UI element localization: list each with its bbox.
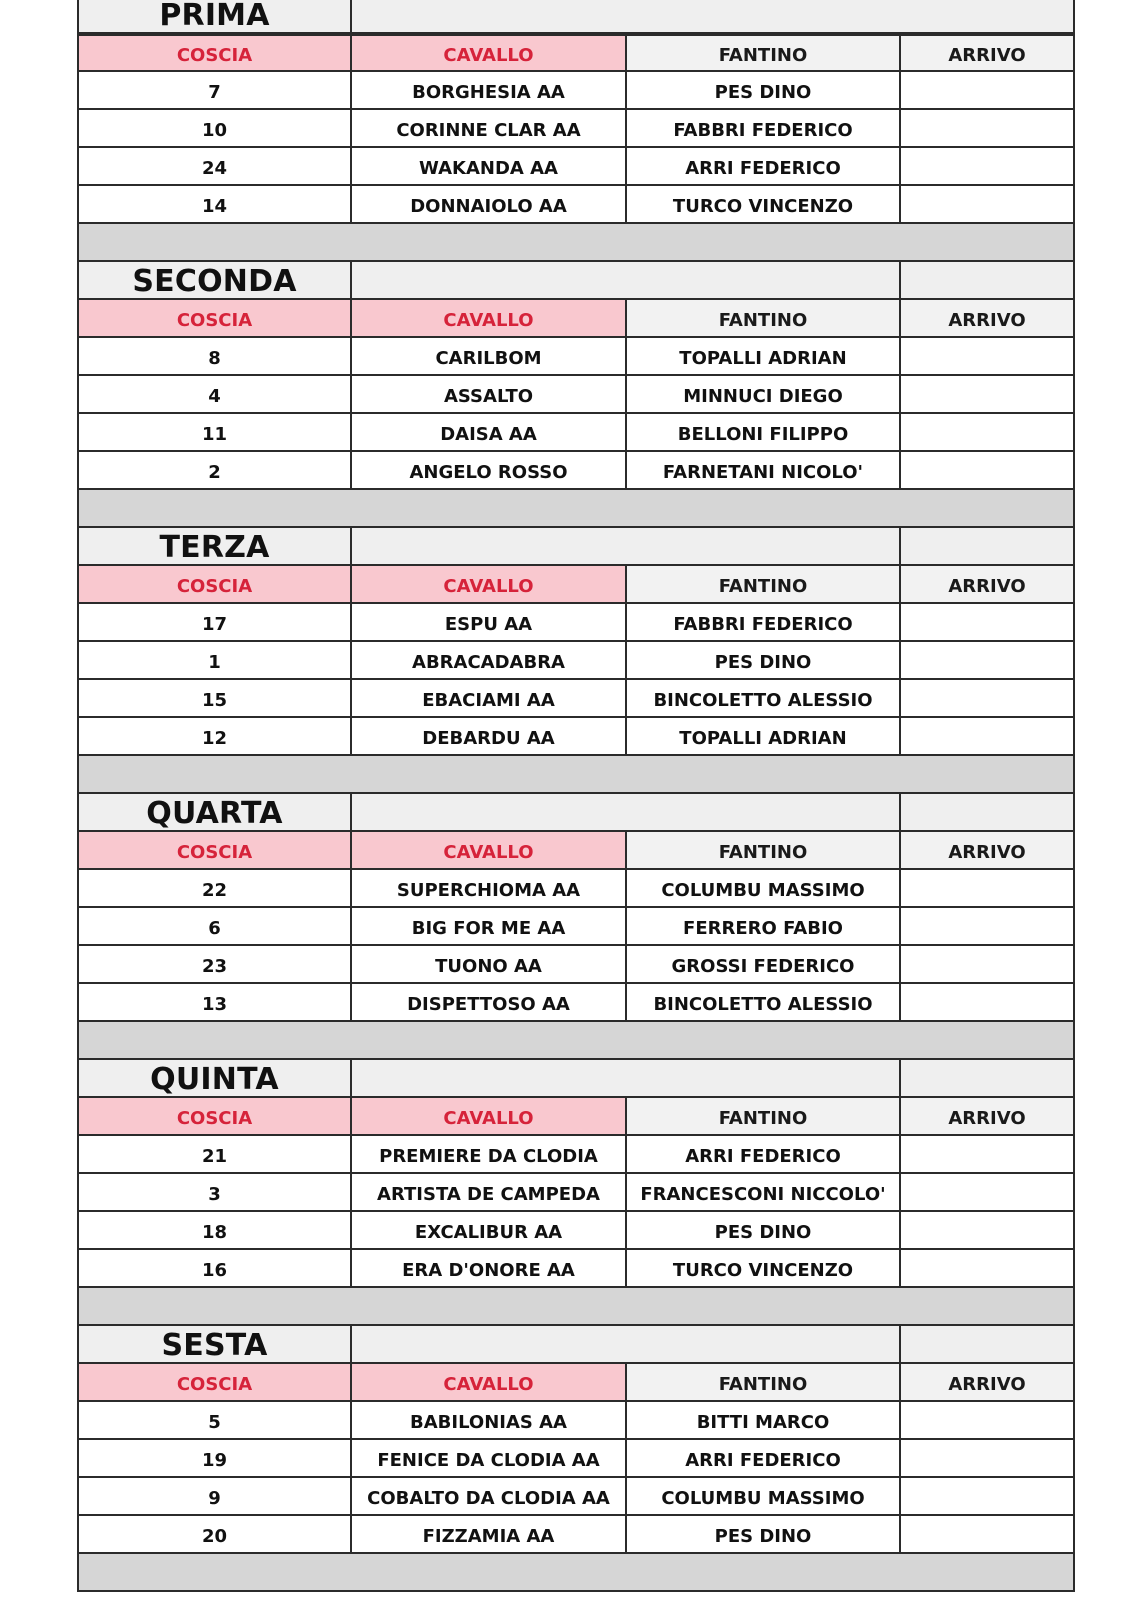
table-row	[77, 1174, 1075, 1212]
coscia-cell: 9	[77, 1478, 352, 1516]
cavallo-cell: DISPETTOSO AA	[352, 984, 627, 1022]
table-row	[77, 376, 1075, 414]
fantino-cell: FABBRI FEDERICO	[627, 110, 901, 148]
fantino-cell: COLUMBU MASSIMO	[627, 870, 901, 908]
arrivo-cell	[901, 870, 1075, 908]
cavallo-cell: TUONO AA	[352, 946, 627, 984]
table-row	[77, 1440, 1075, 1478]
fantino-cell: COLUMBU MASSIMO	[627, 1478, 901, 1516]
separator-cell	[77, 756, 1075, 794]
header-coscia: COSCIA	[77, 300, 352, 338]
table-row	[77, 110, 1075, 148]
header-fantino: FANTINO	[627, 34, 901, 72]
coscia-cell: 6	[77, 908, 352, 946]
fantino-cell: GROSSI FEDERICO	[627, 946, 901, 984]
fantino-cell: MINNUCI DIEGO	[627, 376, 901, 414]
fantino-cell: PES DINO	[627, 72, 901, 110]
table-row	[77, 338, 1075, 376]
arrivo-cell	[901, 1212, 1075, 1250]
table-row	[77, 984, 1075, 1022]
arrivo-cell	[901, 1250, 1075, 1288]
fantino-cell: TURCO VINCENZO	[627, 1250, 901, 1288]
header-arrivo: ARRIVO	[901, 1098, 1075, 1136]
race-title-row	[77, 1060, 1075, 1098]
cavallo-cell: WAKANDA AA	[352, 148, 627, 186]
table-row	[77, 604, 1075, 642]
title-filler-cell	[901, 1326, 1075, 1364]
race-title-row	[77, 794, 1075, 832]
separator-cell	[77, 1554, 1075, 1592]
race-block	[77, 0, 1075, 262]
coscia-cell: 16	[77, 1250, 352, 1288]
separator-row	[77, 756, 1075, 794]
separator-row	[77, 490, 1075, 528]
fantino-cell: ARRI FEDERICO	[627, 148, 901, 186]
coscia-cell: 21	[77, 1136, 352, 1174]
cavallo-cell: DAISA AA	[352, 414, 627, 452]
arrivo-cell	[901, 984, 1075, 1022]
table-row	[77, 1136, 1075, 1174]
cavallo-cell: ESPU AA	[352, 604, 627, 642]
table-row	[77, 414, 1075, 452]
race-title: TERZA	[77, 528, 352, 566]
coscia-cell: 17	[77, 604, 352, 642]
table-row	[77, 1478, 1075, 1516]
table-row	[77, 72, 1075, 110]
title-filler-cell	[901, 1060, 1075, 1098]
fantino-cell: TOPALLI ADRIAN	[627, 338, 901, 376]
fantino-cell: BINCOLETTO ALESSIO	[627, 680, 901, 718]
arrivo-cell	[901, 186, 1075, 224]
race-title: QUINTA	[77, 1060, 352, 1098]
fantino-cell: ARRI FEDERICO	[627, 1440, 901, 1478]
header-row	[77, 1098, 1075, 1136]
arrivo-cell	[901, 680, 1075, 718]
table-row	[77, 680, 1075, 718]
cavallo-cell: BORGHESIA AA	[352, 72, 627, 110]
race-block	[77, 1060, 1075, 1326]
header-coscia: COSCIA	[77, 566, 352, 604]
separator-row	[77, 224, 1075, 262]
header-coscia: COSCIA	[77, 34, 352, 72]
race-title: SESTA	[77, 1326, 352, 1364]
coscia-cell: 12	[77, 718, 352, 756]
arrivo-cell	[901, 718, 1075, 756]
coscia-cell: 23	[77, 946, 352, 984]
table-row	[77, 946, 1075, 984]
header-arrivo: ARRIVO	[901, 34, 1075, 72]
cavallo-cell: BIG FOR ME AA	[352, 908, 627, 946]
fantino-cell: TURCO VINCENZO	[627, 186, 901, 224]
arrivo-cell	[901, 148, 1075, 186]
header-cavallo: CAVALLO	[352, 566, 627, 604]
coscia-cell: 4	[77, 376, 352, 414]
header-fantino: FANTINO	[627, 566, 901, 604]
coscia-cell: 14	[77, 186, 352, 224]
arrivo-cell	[901, 946, 1075, 984]
table-row	[77, 1516, 1075, 1554]
arrivo-cell	[901, 72, 1075, 110]
cavallo-cell: FIZZAMIA AA	[352, 1516, 627, 1554]
cavallo-cell: CORINNE CLAR AA	[352, 110, 627, 148]
title-filler-cell	[901, 528, 1075, 566]
separator-cell	[77, 224, 1075, 262]
arrivo-cell	[901, 1440, 1075, 1478]
header-arrivo: ARRIVO	[901, 832, 1075, 870]
fantino-cell: BITTI MARCO	[627, 1402, 901, 1440]
title-filler-cell	[352, 0, 1075, 34]
coscia-cell: 15	[77, 680, 352, 718]
coscia-cell: 2	[77, 452, 352, 490]
cavallo-cell: PREMIERE DA CLODIA	[352, 1136, 627, 1174]
arrivo-cell	[901, 414, 1075, 452]
header-cavallo: CAVALLO	[352, 832, 627, 870]
fantino-cell: TOPALLI ADRIAN	[627, 718, 901, 756]
arrivo-cell	[901, 338, 1075, 376]
header-row	[77, 566, 1075, 604]
fantino-cell: PES DINO	[627, 1516, 901, 1554]
table-row	[77, 1250, 1075, 1288]
race-title: PRIMA	[77, 0, 352, 34]
race-sheet	[77, 0, 1075, 1592]
table-row	[77, 718, 1075, 756]
separator-cell	[77, 1022, 1075, 1060]
fantino-cell: PES DINO	[627, 1212, 901, 1250]
coscia-cell: 22	[77, 870, 352, 908]
header-fantino: FANTINO	[627, 300, 901, 338]
race-title-row	[77, 1326, 1075, 1364]
coscia-cell: 24	[77, 148, 352, 186]
header-row	[77, 1364, 1075, 1402]
coscia-cell: 10	[77, 110, 352, 148]
arrivo-cell	[901, 452, 1075, 490]
coscia-cell: 13	[77, 984, 352, 1022]
table-row	[77, 148, 1075, 186]
header-arrivo: ARRIVO	[901, 566, 1075, 604]
header-coscia: COSCIA	[77, 1098, 352, 1136]
cavallo-cell: ABRACADABRA	[352, 642, 627, 680]
race-block	[77, 794, 1075, 1060]
header-cavallo: CAVALLO	[352, 1364, 627, 1402]
fantino-cell: ARRI FEDERICO	[627, 1136, 901, 1174]
header-cavallo: CAVALLO	[352, 34, 627, 72]
title-filler-cell	[352, 1060, 901, 1098]
cavallo-cell: FENICE DA CLODIA AA	[352, 1440, 627, 1478]
cavallo-cell: ARTISTA DE CAMPEDA	[352, 1174, 627, 1212]
separator-row	[77, 1022, 1075, 1060]
arrivo-cell	[901, 1478, 1075, 1516]
arrivo-cell	[901, 1402, 1075, 1440]
title-filler-cell	[352, 262, 901, 300]
fantino-cell: FABBRI FEDERICO	[627, 604, 901, 642]
race-block	[77, 1326, 1075, 1592]
cavallo-cell: EXCALIBUR AA	[352, 1212, 627, 1250]
coscia-cell: 7	[77, 72, 352, 110]
header-coscia: COSCIA	[77, 832, 352, 870]
header-fantino: FANTINO	[627, 1098, 901, 1136]
header-arrivo: ARRIVO	[901, 300, 1075, 338]
cavallo-cell: BABILONIAS AA	[352, 1402, 627, 1440]
arrivo-cell	[901, 1516, 1075, 1554]
cavallo-cell: EBACIAMI AA	[352, 680, 627, 718]
race-title: SECONDA	[77, 262, 352, 300]
arrivo-cell	[901, 1174, 1075, 1212]
race-block	[77, 528, 1075, 794]
header-fantino: FANTINO	[627, 832, 901, 870]
cavallo-cell: ANGELO ROSSO	[352, 452, 627, 490]
separator-cell	[77, 490, 1075, 528]
header-row	[77, 300, 1075, 338]
table-row	[77, 642, 1075, 680]
table-row	[77, 870, 1075, 908]
title-filler-cell	[352, 1326, 901, 1364]
title-filler-cell	[901, 262, 1075, 300]
coscia-cell: 1	[77, 642, 352, 680]
header-row	[77, 34, 1075, 72]
coscia-cell: 18	[77, 1212, 352, 1250]
title-filler-cell	[352, 528, 901, 566]
coscia-cell: 3	[77, 1174, 352, 1212]
coscia-cell: 20	[77, 1516, 352, 1554]
title-filler-cell	[352, 794, 901, 832]
header-row	[77, 832, 1075, 870]
coscia-cell: 11	[77, 414, 352, 452]
race-title-row	[77, 262, 1075, 300]
coscia-cell: 5	[77, 1402, 352, 1440]
cavallo-cell: ERA D'ONORE AA	[352, 1250, 627, 1288]
cavallo-cell: CARILBOM	[352, 338, 627, 376]
race-title-row	[77, 528, 1075, 566]
race-block	[77, 262, 1075, 528]
coscia-cell: 8	[77, 338, 352, 376]
arrivo-cell	[901, 110, 1075, 148]
separator-row	[77, 1288, 1075, 1326]
fantino-cell: PES DINO	[627, 642, 901, 680]
cavallo-cell: ASSALTO	[352, 376, 627, 414]
fantino-cell: FRANCESCONI NICCOLO'	[627, 1174, 901, 1212]
race-title-row	[77, 0, 1075, 34]
cavallo-cell: DEBARDU AA	[352, 718, 627, 756]
header-arrivo: ARRIVO	[901, 1364, 1075, 1402]
cavallo-cell: COBALTO DA CLODIA AA	[352, 1478, 627, 1516]
race-title: QUARTA	[77, 794, 352, 832]
table-row	[77, 908, 1075, 946]
arrivo-cell	[901, 642, 1075, 680]
table-row	[77, 1212, 1075, 1250]
fantino-cell: FERRERO FABIO	[627, 908, 901, 946]
fantino-cell: FARNETANI NICOLO'	[627, 452, 901, 490]
coscia-cell: 19	[77, 1440, 352, 1478]
header-coscia: COSCIA	[77, 1364, 352, 1402]
fantino-cell: BELLONI FILIPPO	[627, 414, 901, 452]
separator-cell	[77, 1288, 1075, 1326]
table-row	[77, 186, 1075, 224]
header-cavallo: CAVALLO	[352, 1098, 627, 1136]
header-fantino: FANTINO	[627, 1364, 901, 1402]
title-filler-cell	[901, 794, 1075, 832]
cavallo-cell: SUPERCHIOMA AA	[352, 870, 627, 908]
table-row	[77, 452, 1075, 490]
arrivo-cell	[901, 908, 1075, 946]
table-row	[77, 1402, 1075, 1440]
arrivo-cell	[901, 604, 1075, 642]
arrivo-cell	[901, 1136, 1075, 1174]
arrivo-cell	[901, 376, 1075, 414]
header-cavallo: CAVALLO	[352, 300, 627, 338]
separator-row	[77, 1554, 1075, 1592]
fantino-cell: BINCOLETTO ALESSIO	[627, 984, 901, 1022]
cavallo-cell: DONNAIOLO AA	[352, 186, 627, 224]
